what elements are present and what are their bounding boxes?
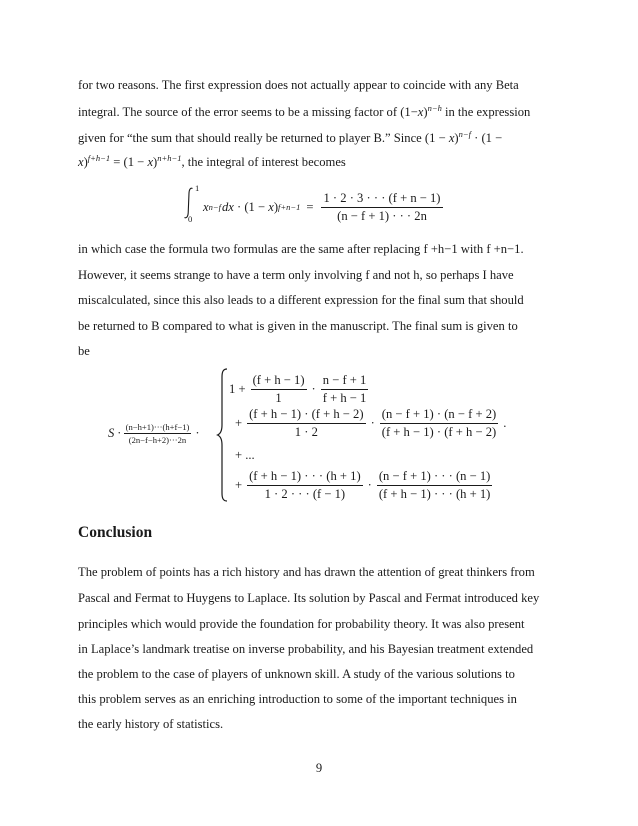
integral-fraction (321, 191, 442, 224)
sum-row-4 (235, 468, 494, 502)
row-lead: 1 + (229, 381, 246, 396)
row-fraction (377, 469, 493, 502)
integral-upper-limit: 1 (195, 183, 200, 193)
fraction-denominator: 1 · 2 (294, 424, 318, 439)
fraction-denominator: (f + h − 1) · · · (h + 1) (378, 486, 491, 501)
fraction-numerator: (f + h − 1) (251, 373, 307, 390)
paragraph-line (78, 104, 530, 120)
period: . (503, 415, 507, 430)
dot-operator: · (311, 381, 316, 396)
math-var: x (448, 131, 455, 145)
paragraph-line: the early history of statistics. (78, 717, 224, 731)
section-heading: Conclusion (78, 524, 153, 541)
math-var: x (203, 199, 209, 214)
row-lead: + (235, 477, 243, 492)
equals-sign: = (306, 199, 314, 214)
fraction-numerator: (n − f + 1) · · · (n − 1) (377, 469, 493, 486)
row-fraction (380, 407, 498, 440)
dot-operator: · (367, 477, 372, 492)
fraction-numerator: (f + h − 1) · · · (h + 1) (247, 469, 363, 486)
text-run: , the integral of interest becomes (181, 155, 346, 169)
fraction-numerator: (n − f + 1) · (n − f + 2) (380, 407, 498, 424)
math-var: x (78, 155, 84, 169)
paragraph-line: Pascal and Fermat to Huygens to Laplace. Its solution by Pascal and Fermat introduced key (78, 591, 540, 605)
text-run: · (1 − (470, 131, 503, 145)
math-var: x (147, 155, 154, 169)
paragraph-line: the problem to the case of players of unknown skill. A study of the various solutions to (78, 667, 515, 681)
paragraph-line: for two reasons. The first expression does not actually appear to coincide with any Beta (78, 78, 519, 92)
fraction-denominator: f + h − 1 (322, 390, 367, 405)
text-run: integral. The source of the error seems to be a missing factor of (1− (78, 105, 418, 119)
text-run: ) (454, 131, 459, 145)
superscript: f+h−1 (87, 153, 111, 163)
row-lead: + (235, 415, 243, 430)
paragraph-line: be (78, 344, 90, 358)
superscript: n−f (458, 129, 471, 139)
fraction-numerator: n − f + 1 (321, 373, 369, 390)
row-fraction (247, 407, 365, 440)
text-run: = (1 − (110, 155, 148, 169)
fraction-numerator: (n−h+1)···(h+f−1) (125, 421, 190, 432)
prefix-fraction (124, 422, 192, 445)
fraction-denominator: 1 · 2 · · · (f − 1) (264, 486, 346, 501)
math-var: S · (108, 425, 121, 440)
left-brace-icon (216, 367, 230, 503)
fraction-numerator: (f + h − 1) · (f + h − 2) (247, 407, 365, 424)
superscript: f+n−1 (278, 202, 301, 212)
paragraph-line: miscalculated, since this also leads to a different expression for the final sum that should (78, 293, 524, 307)
row-fraction (321, 373, 369, 406)
row-fraction (251, 373, 307, 406)
sum-row-2 (235, 406, 506, 440)
fraction-denominator: 1 (275, 390, 282, 405)
paragraph-line: However, it seems strange to have a term only involving f and not h, so perhaps I have (78, 268, 514, 282)
paragraph-line (78, 130, 502, 146)
dot-operator: · (195, 425, 200, 440)
page-number: 9 (315, 761, 323, 775)
paragraph-line (78, 154, 346, 170)
text-run: ) (153, 155, 158, 169)
math-var: x (417, 105, 424, 119)
text-run: given for “the sum that should really be returned to player B.” Since (1 − (78, 131, 449, 145)
paragraph-line: in Laplace’s landmark treatise on inverse probability, and his Bayesian treatment extended (78, 642, 534, 656)
text-run: ) (83, 155, 88, 169)
text-run: in the expression (441, 105, 531, 119)
integral-lower-limit: 0 (188, 214, 193, 224)
row-fraction (247, 469, 363, 502)
sum-row-1 (229, 372, 370, 406)
text-run: ) (423, 105, 428, 119)
integral-expression: x n−f dx · (1 − x) f+n−1 = $\frac{1 \cdot 2 \cdot 3 \cdot \cdot \cdot (f + n - 1)}{(n - f + 1) \cdot \cdot \cdot 2n}$ (203, 190, 441, 223)
paragraph-line: The problem of points has a rich history and has drawn the attention of great thinkers from (78, 565, 535, 579)
paragraph-line: be returned to B compared to what is given in the manuscript. The final sum is given to (78, 319, 518, 333)
fraction-denominator: (f + h − 1) · (f + h − 2) (381, 424, 497, 439)
fraction-denominator: (2n−f−h+2)···2n (128, 434, 187, 445)
paragraph-line: in which case the formula two formulas are the same after replacing f +h−1 with f +n−1. (78, 242, 524, 256)
paragraph-line: this problem serves as an enriching introduction to some of the important techniques in (78, 692, 517, 706)
superscript: n−h (427, 103, 442, 113)
sum-row-3: + ... (235, 447, 255, 462)
fraction-denominator: (n − f + 1) · · · 2n (337, 208, 427, 223)
superscript: n+h−1 (157, 153, 182, 163)
sum-prefix (108, 418, 200, 448)
superscript: n−f (208, 202, 221, 212)
fraction-numerator: 1 · 2 · 3 · · · (f + n − 1) (321, 191, 442, 208)
paragraph-line: principles which would provide the foundation for probability theory. It was also present (78, 617, 525, 631)
dot-operator: · (370, 415, 375, 430)
